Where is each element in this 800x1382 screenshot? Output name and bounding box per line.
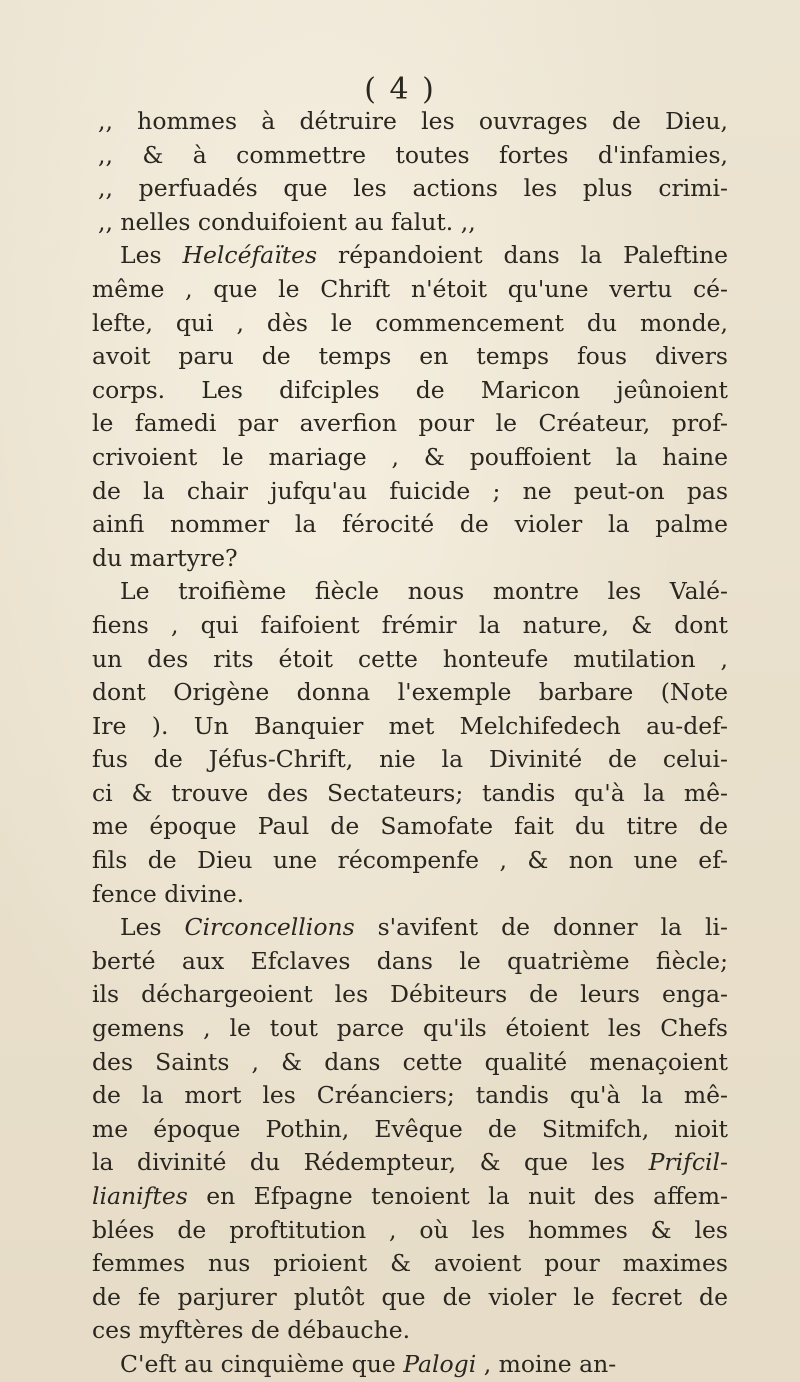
text-segment: fence divine.: [92, 879, 245, 908]
italic-text: Circoncellions: [184, 913, 355, 942]
text-segment: de fe parjurer plutôt que de violer le fecret de: [92, 1282, 728, 1311]
text-line: [92, 1247, 728, 1281]
text-segment: blées de proftitution , où les hommes & les: [92, 1215, 728, 1244]
text-line: [92, 1214, 728, 1248]
text-segment: même , que le Chrift n'étoit qu'une vertu cé-: [92, 274, 728, 303]
text-segment: fiens , qui faifoient frémir la nature, & dont: [92, 610, 728, 639]
text-line: [92, 945, 728, 979]
text-line: [92, 172, 728, 206]
text-line: [92, 710, 728, 744]
text-line: [92, 1180, 728, 1214]
text-segment: corps. Les difciples de Maricon jeûnoient: [92, 375, 728, 404]
text-line: [92, 407, 728, 441]
text-segment: de la mort les Créanciers; tandis qu'à la mê-: [92, 1081, 728, 1110]
text-segment: Les: [120, 913, 185, 942]
italic-text: Helcéfaïtes: [182, 241, 318, 270]
text-line: [92, 1348, 728, 1382]
italic-text: Palogi: [403, 1349, 477, 1378]
text-line: [92, 1146, 728, 1180]
text-line: [92, 643, 728, 677]
text-line: [92, 206, 728, 240]
page-number: ( 4 ): [364, 72, 436, 107]
text-line: [92, 542, 728, 576]
text-segment: ci & trouve des Sectateurs; tandis qu'à la mê-: [92, 778, 728, 807]
text-segment: de la chair jufqu'au fuicide ; ne peut-on pas: [92, 476, 728, 505]
text-line: [92, 441, 728, 475]
text-line: [92, 139, 728, 173]
text-segment: C'eft au cinquième que: [120, 1349, 404, 1378]
text-segment: berté aux Efclaves dans le quatrième fiècle;: [92, 946, 728, 975]
text-line: [92, 1314, 728, 1348]
text-segment: femmes nus prioient & avoient pour maximes: [92, 1249, 728, 1278]
text-line: [92, 743, 728, 777]
text-segment: Le troifième fiècle nous montre les Valé-: [120, 577, 728, 606]
text-line: [92, 777, 728, 811]
text-line: [92, 1281, 728, 1315]
text-line: [92, 810, 728, 844]
text-segment: la divinité du Rédempteur, & que les: [92, 1148, 649, 1177]
text-segment: ,, perfuadés que les actions les plus crimi-: [98, 174, 728, 203]
text-segment: ainfi nommer la férocité de violer la palme: [92, 510, 728, 539]
text-segment: Ire ). Un Banquier met Melchifedech au-def-: [92, 711, 728, 740]
text-segment: fils de Dieu une récompenfe , & non une ef-: [92, 846, 728, 875]
text-line: [92, 105, 728, 139]
text-segment: me époque Paul de Samofate fait du titre de: [92, 812, 728, 841]
text-line: [92, 676, 728, 710]
text-line: [92, 307, 728, 341]
text-segment: ,, & à commettre toutes fortes d'infamies,: [98, 140, 728, 169]
text-line: [92, 575, 728, 609]
text-segment: ces myftères de débauche.: [92, 1316, 411, 1345]
italic-text: Prifcil-: [648, 1148, 728, 1177]
text-line: [92, 475, 728, 509]
text-line: [92, 978, 728, 1012]
text-segment: ,, nelles conduifoient au falut. ,,: [98, 207, 476, 236]
text-line: [92, 911, 728, 945]
text-line: [92, 609, 728, 643]
text-segment: Les: [120, 241, 183, 270]
text-segment: des Saints , & dans cette qualité menaçoient: [92, 1047, 728, 1076]
text-segment: un des rits étoit cette honteufe mutilation ,: [92, 644, 728, 673]
text-line: [92, 1079, 728, 1113]
text-segment: gemens , le tout parce qu'ils étoient les Chefs: [92, 1014, 728, 1043]
text-segment: le famedi par averfion pour le Créateur, prof-: [92, 409, 728, 438]
body-text: [92, 105, 728, 1382]
text-line: [92, 844, 728, 878]
text-segment: me époque Pothin, Evêque de Sitmifch, nioit: [92, 1114, 728, 1143]
text-line: [92, 340, 728, 374]
text-line: [92, 239, 728, 273]
text-line: [92, 508, 728, 542]
text-segment: fus de Jéfus-Chrift, nie la Divinité de celui-: [92, 745, 728, 774]
text-segment: dont Origène donna l'exemple barbare (Note: [92, 678, 728, 707]
text-segment: en Efpagne tenoient la nuit des affem-: [187, 1182, 728, 1210]
text-segment: , moine an-: [476, 1349, 617, 1378]
italic-text: lianiftes: [92, 1182, 188, 1210]
text-segment: répandoient dans la Paleftine: [317, 241, 728, 270]
text-line: [92, 1046, 728, 1080]
text-segment: du martyre?: [92, 543, 238, 572]
text-segment: avoit paru de temps en temps fous divers: [92, 342, 728, 371]
text-line: [92, 1012, 728, 1046]
text-line: [92, 1113, 728, 1147]
text-line: [92, 878, 728, 912]
text-segment: s'avifent de donner la li-: [354, 913, 728, 942]
text-segment: ils déchargeoient les Débiteurs de leurs enga-: [92, 980, 728, 1009]
text-segment: crivoient le mariage , & pouffoient la haine: [92, 442, 728, 471]
text-line: [92, 374, 728, 408]
text-segment: lefte, qui , dès le commencement du monde,: [92, 308, 728, 337]
text-line: [92, 273, 728, 307]
text-segment: ,, hommes à détruire les ouvrages de Dieu,: [98, 107, 728, 135]
